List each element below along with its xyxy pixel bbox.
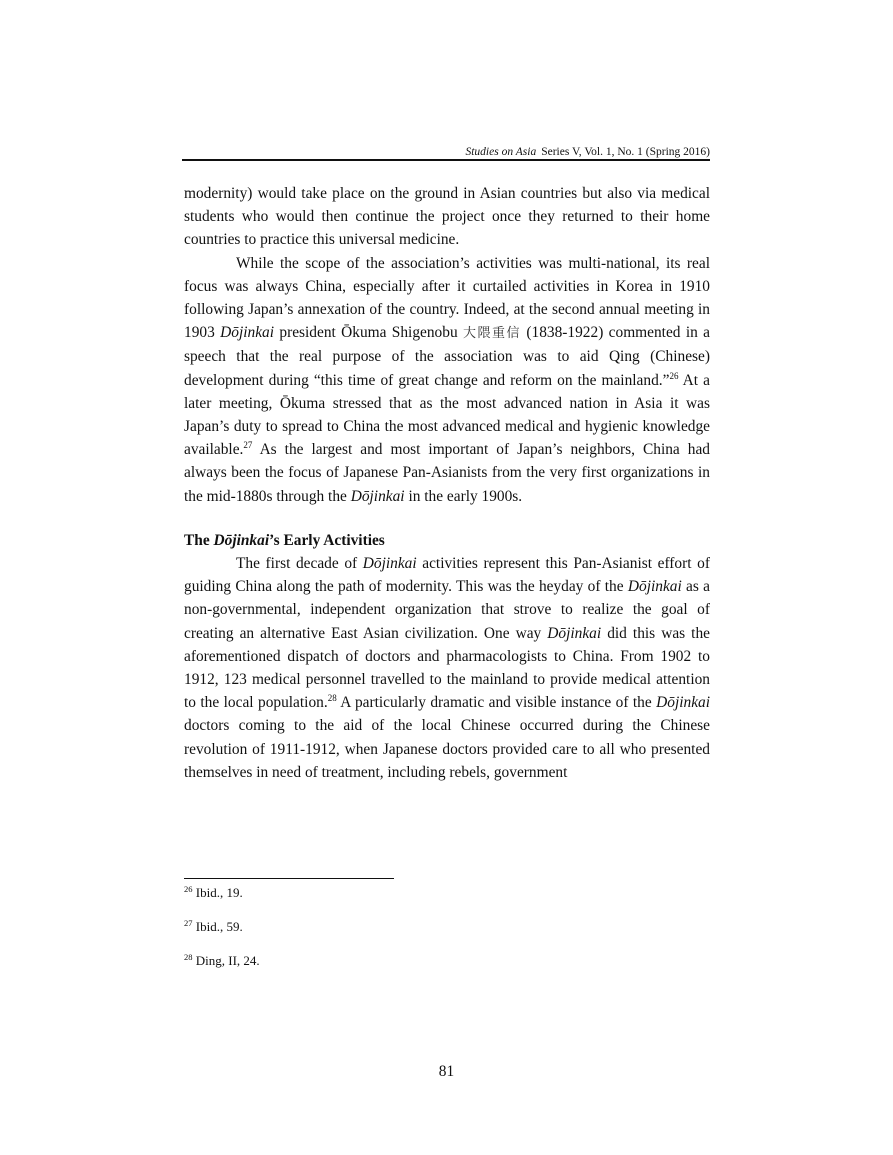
term-dojinkai: Dōjinkai xyxy=(656,694,711,712)
footnote-26: $^{26}$ Ibid., 19. xyxy=(184,884,243,900)
journal-title: Studies on Asia xyxy=(465,146,537,158)
running-header xyxy=(182,144,710,160)
paragraph-continuation: modernity) would take place on the ground in Asian countries but also via medical students who would then continue the project once they returned to their home countries to practice this universal medicine. xyxy=(184,185,710,249)
paragraph-early-activities: The first decade of Dōjinkai activities represent this Pan-Asianist effort of guiding China along the path of modernity. This was the heyday of the Dōjinkai as a non-governmental, independent organization that strove to realize the goal of creating an alternative East Asian civilization. One way Dōjinkai did this was the aforementioned dispatch of doctors and pharmacologists to China. From 1902 to 1912, 123 medical personnel travelled to the mainland to provide medical attention to the local population.$^{28}$ A particularly dramatic and visible instance of the Dōjinkai doctors coming to the aid of the local Chinese occurred during the Chinese revolution of 1911-1912, when Japanese doctors provided care to all who presented themselves in need of treatment, including rebels, government xyxy=(184,555,711,781)
footnote-ref-28[interactable]: 28 xyxy=(327,693,337,704)
header-rule xyxy=(182,159,710,161)
term-dojinkai: Dōjinkai xyxy=(213,531,270,549)
footnote-ref-26[interactable]: 26 xyxy=(669,370,679,381)
footnote-rule xyxy=(184,878,394,879)
term-dojinkai: Dōjinkai xyxy=(350,487,405,505)
journal-issue: Series V, Vol. 1, No. 1 (Spring 2016) xyxy=(541,146,710,158)
term-dojinkai: Dōjinkai xyxy=(220,324,275,342)
footnote-28: $^{28}$ Ding, II, 24. xyxy=(184,952,260,968)
kanji-name: 大隈重信 xyxy=(463,326,522,342)
footnotes xyxy=(184,884,710,986)
section-heading: The Dōjinkai’s Early Activities xyxy=(184,531,385,549)
footnote-27: $^{27}$ Ibid., 59. xyxy=(184,918,243,934)
term-dojinkai: Dōjinkai xyxy=(627,578,682,596)
paragraph-scope: While the scope of the association’s activities was multi-national, its real focus was always China, especially after it curtailed activities in Korea in 1910 following Japan’s annexation of the country. Indeed, at the second annual meeting in 1903 Dōjinkai president Ōkuma Shigenobu 大隈重信 (1838-1922) commented in a speech that the real purpose of the association was to aid Qing (Chinese) development during “this time of great change and reform on the mainland.”$^{26}$ At a later meeting, Ōkuma stressed that as the most advanced nation in Asia it was Japan’s duty to spread to China the most advanced medical and hygienic knowledge available.$^{27}$ As the largest and most important of Japan’s neighbors, China had always been the focus of Japanese Pan-Asianists from the very first organizations in the mid-1880s through the Dōjinkai in the early 1900s. xyxy=(184,254,710,505)
term-dojinkai: Dōjinkai xyxy=(547,624,602,642)
footnote-ref-27[interactable]: 27 xyxy=(243,440,253,451)
term-dojinkai: Dōjinkai xyxy=(362,555,417,573)
page-number: 81 xyxy=(438,1063,455,1080)
main-text xyxy=(184,182,710,784)
